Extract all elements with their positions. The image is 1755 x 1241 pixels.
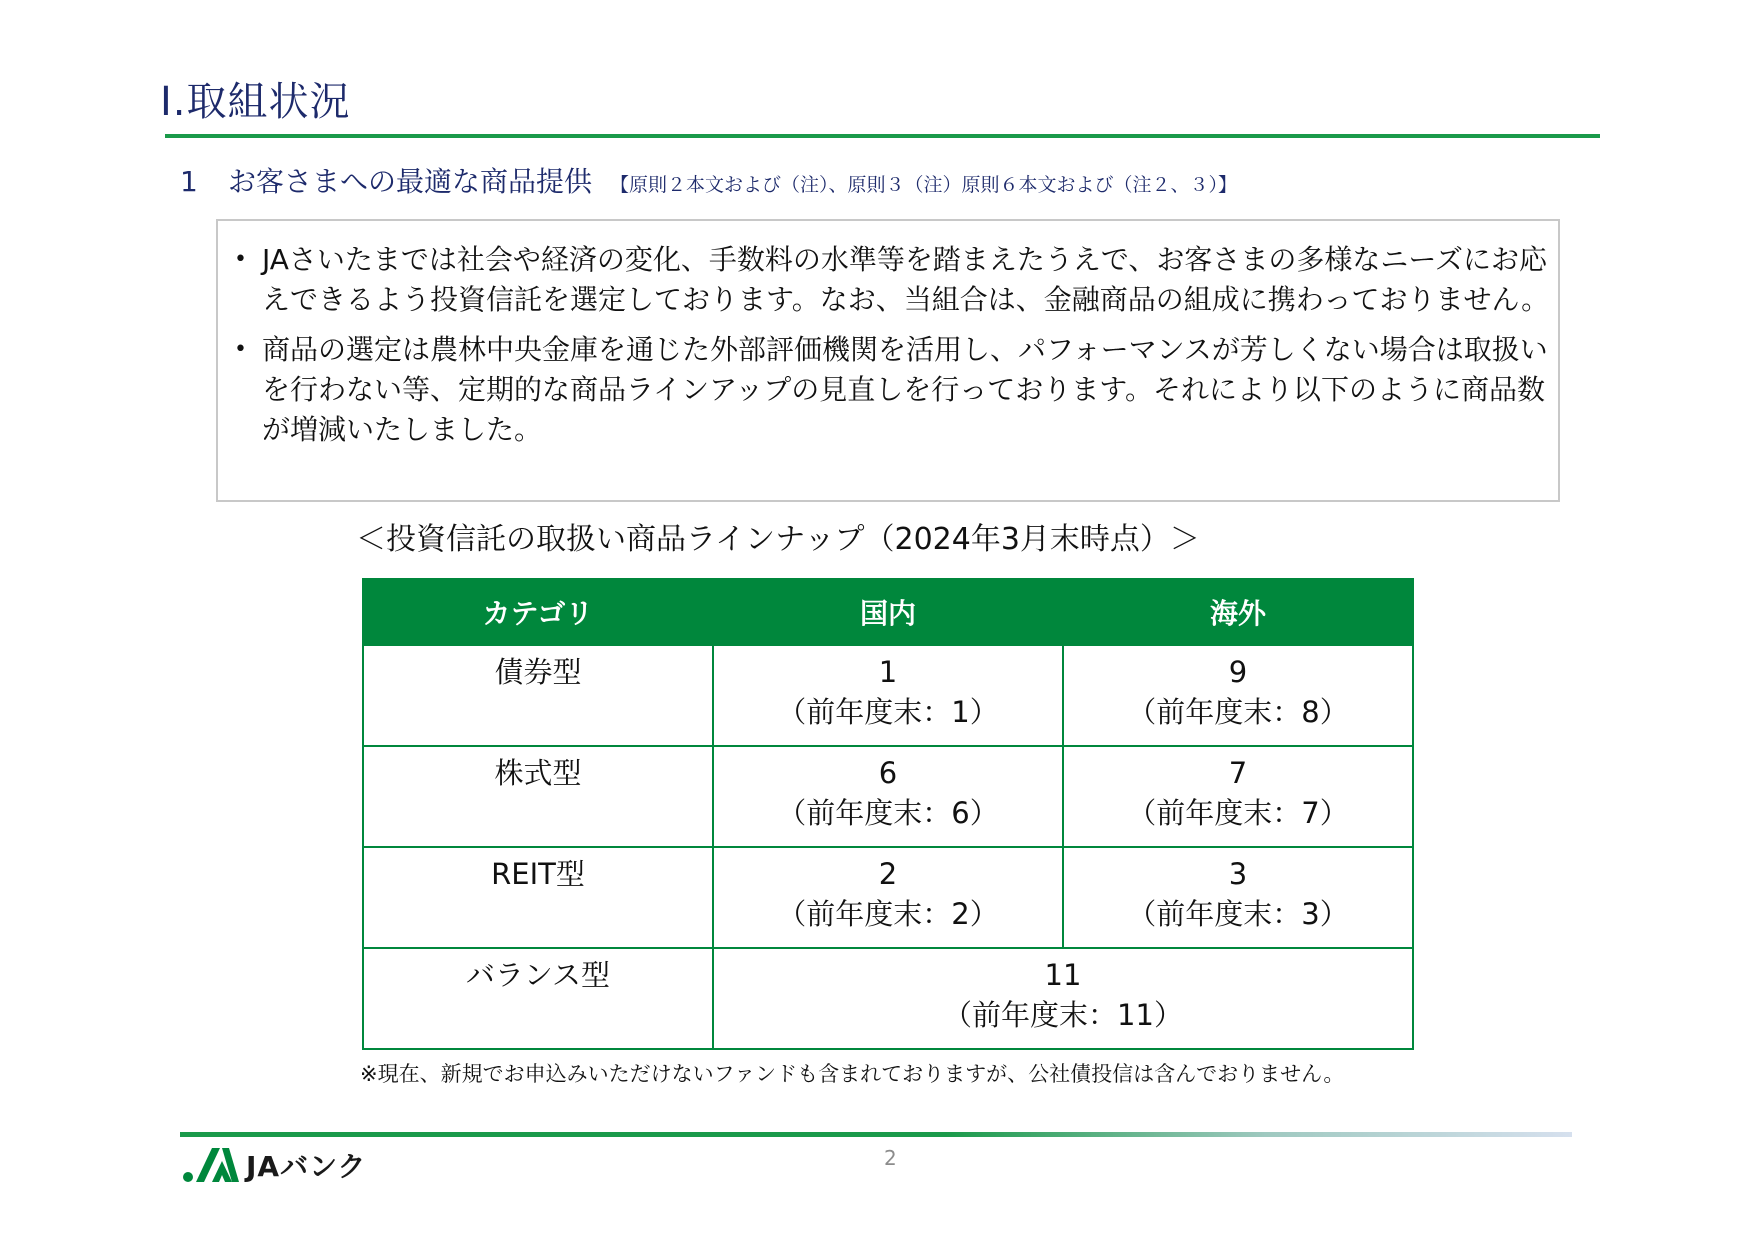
count-value: 6: [878, 756, 898, 790]
bullet-item: [232, 240, 1550, 320]
bullet-dot: •: [234, 337, 247, 362]
count-value: 3: [1228, 857, 1248, 891]
table-header-row: [363, 579, 1413, 645]
count-value: 7: [1228, 756, 1248, 790]
prev-year-value: （前年度末：1）: [777, 695, 999, 729]
overseas-cell: [1063, 746, 1413, 847]
table-row: [363, 746, 1413, 847]
prev-year-value: （前年度末：2）: [777, 897, 999, 931]
category-cell: 株式型: [363, 746, 713, 847]
prev-year-value: （前年度末：11）: [943, 998, 1183, 1032]
ja-logo-mark-icon: [182, 1145, 240, 1185]
lineup-table: [362, 578, 1414, 1050]
prev-year-value: （前年度末：6）: [777, 796, 999, 830]
count-value: 2: [878, 857, 898, 891]
section-number: 1: [180, 165, 198, 198]
page-number: 2: [884, 1146, 897, 1170]
bullet-text: JAさいたまでは社会や経済の変化、手数料の水準等を踏まえたうえで、お客さまの多様なニーズにお応えできるよう投資信託を選定しております。なお、当組合は、金融商品の組成に携わっておりません。: [262, 243, 1550, 316]
header-category: カテゴリ: [363, 579, 713, 645]
bullet-list: [232, 240, 1550, 460]
category-cell: 債券型: [363, 645, 713, 746]
category-cell: バランス型: [363, 948, 713, 1049]
footnote: ※現在、新規でお申込みいただけないファンドも含まれておりますが、公社債投信は含んでおりません。: [360, 1062, 1345, 1086]
section-title: お客さまへの最適な商品提供: [228, 165, 593, 198]
bullet-dot: •: [234, 247, 247, 272]
category-cell: REIT型: [363, 847, 713, 948]
count-value: 1: [878, 655, 898, 689]
lineup-title: ＜投資信託の取扱い商品ラインナップ（2024年3月末時点）＞: [356, 522, 1200, 557]
title-divider: [165, 134, 1600, 138]
summary-box: [216, 219, 1560, 502]
header-overseas: 海外: [1063, 579, 1413, 645]
overseas-cell: [1063, 847, 1413, 948]
section-heading: [180, 160, 1237, 200]
bullet-text: 商品の選定は農林中央金庫を通じた外部評価機関を活用し、パフォーマンスが芳しくない場合は取扱いを行わない等、定期的な商品ラインアップの見直しを行っております。それにより以下のように商品数が増減いたしました。: [262, 333, 1548, 446]
table-row: [363, 847, 1413, 948]
table-row: [363, 645, 1413, 746]
domestic-cell: [713, 746, 1063, 847]
logo-text: JAバンク: [246, 1150, 367, 1183]
count-value: 11: [1044, 958, 1082, 992]
header-domestic: 国内: [713, 579, 1063, 645]
prev-year-value: （前年度末：3）: [1127, 897, 1349, 931]
overseas-cell: [1063, 645, 1413, 746]
page-title: Ⅰ.取組状況: [160, 79, 351, 125]
balance-total-cell: [713, 948, 1413, 1049]
prev-year-value: （前年度末：8）: [1127, 695, 1349, 729]
bullet-item: [232, 330, 1550, 450]
count-value: 9: [1228, 655, 1248, 689]
domestic-cell: [713, 847, 1063, 948]
domestic-cell: [713, 645, 1063, 746]
principles-reference: 【原則２本文および（注）、原則３（注）原則６本文および（注２、３）】: [610, 174, 1238, 196]
table-row: [363, 948, 1413, 1049]
footer-divider: [180, 1132, 1572, 1137]
prev-year-value: （前年度末：7）: [1127, 796, 1349, 830]
ja-bank-logo: [182, 1145, 367, 1185]
